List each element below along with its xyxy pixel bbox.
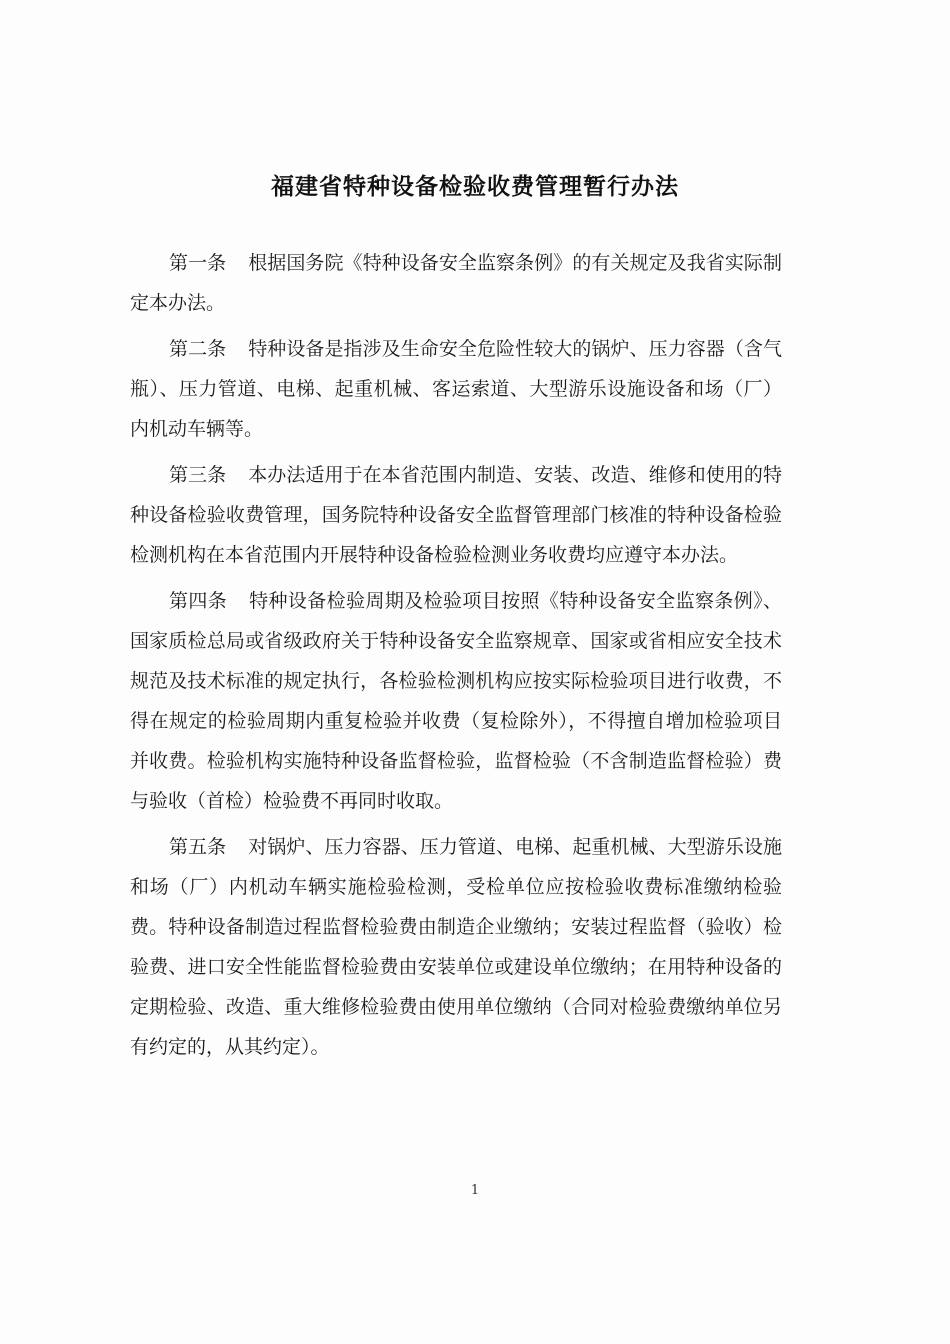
article-text: 对锅炉、压力容器、压力管道、电梯、起重机械、大型游乐设施和场（厂）内机动车辆实施检验检测，受检单位应按检验收费标准缴纳检验费。特种设备制造过程监督检验费由制造企业缴纳；安装过程监督（验收）检验费、进口安全性能监督检验费由安装单位或建设单位缴纳；在用特种设备的定期检验、改造、重大维修检验费由使用单位缴纳（合同对检验费缴纳单位另有约定的，从其约定）。 bbox=[130, 836, 782, 1058]
article-number: 第二条 bbox=[169, 338, 227, 360]
article-5 bbox=[130, 827, 782, 1067]
article-number: 第一条 bbox=[169, 252, 227, 274]
article-text: 特种设备检验周期及检验项目按照《特种设备安全监察条例》、国家质检总局或省级政府关于特种设备安全监察规章、国家或省相应安全技术规范及技术标准的规定执行，各检验检测机构应按实际检验项目进行收费，不得在规定的检验周期内重复检验并收费（复检除外），不得擅自增加检验项目并收费。检验机构实施特种设备监督检验，监督检验（不含制造监督检验）费与验收（首检）检验费不再同时收取。 bbox=[130, 590, 782, 812]
article-3 bbox=[130, 455, 782, 575]
article-text: 根据国务院《特种设备安全监察条例》的有关规定及我省实际制定本办法。 bbox=[130, 252, 782, 314]
document-title: 福建省特种设备检验收费管理暂行办法 bbox=[271, 174, 679, 200]
article-text: 本办法适用于在本省范围内制造、安装、改造、维修和使用的特种设备检验收费管理，国务院特种设备安全监督管理部门核准的特种设备检验检测机构在本省范围内开展特种设备检验检测业务收费均应遵守本办法。 bbox=[130, 464, 782, 566]
article-number: 第四条 bbox=[169, 590, 228, 612]
article-2 bbox=[130, 329, 782, 449]
page-number: 1 bbox=[470, 1183, 480, 1198]
document-body bbox=[130, 243, 782, 1073]
article-1 bbox=[130, 243, 782, 323]
article-number: 第五条 bbox=[169, 836, 227, 858]
article-text: 特种设备是指涉及生命安全危险性较大的锅炉、压力容器（含气瓶）、压力管道、电梯、起重机械、客运索道、大型游乐设施设备和场（厂）内机动车辆等。 bbox=[130, 338, 782, 440]
article-number: 第三条 bbox=[169, 464, 227, 486]
article-4 bbox=[130, 581, 782, 821]
